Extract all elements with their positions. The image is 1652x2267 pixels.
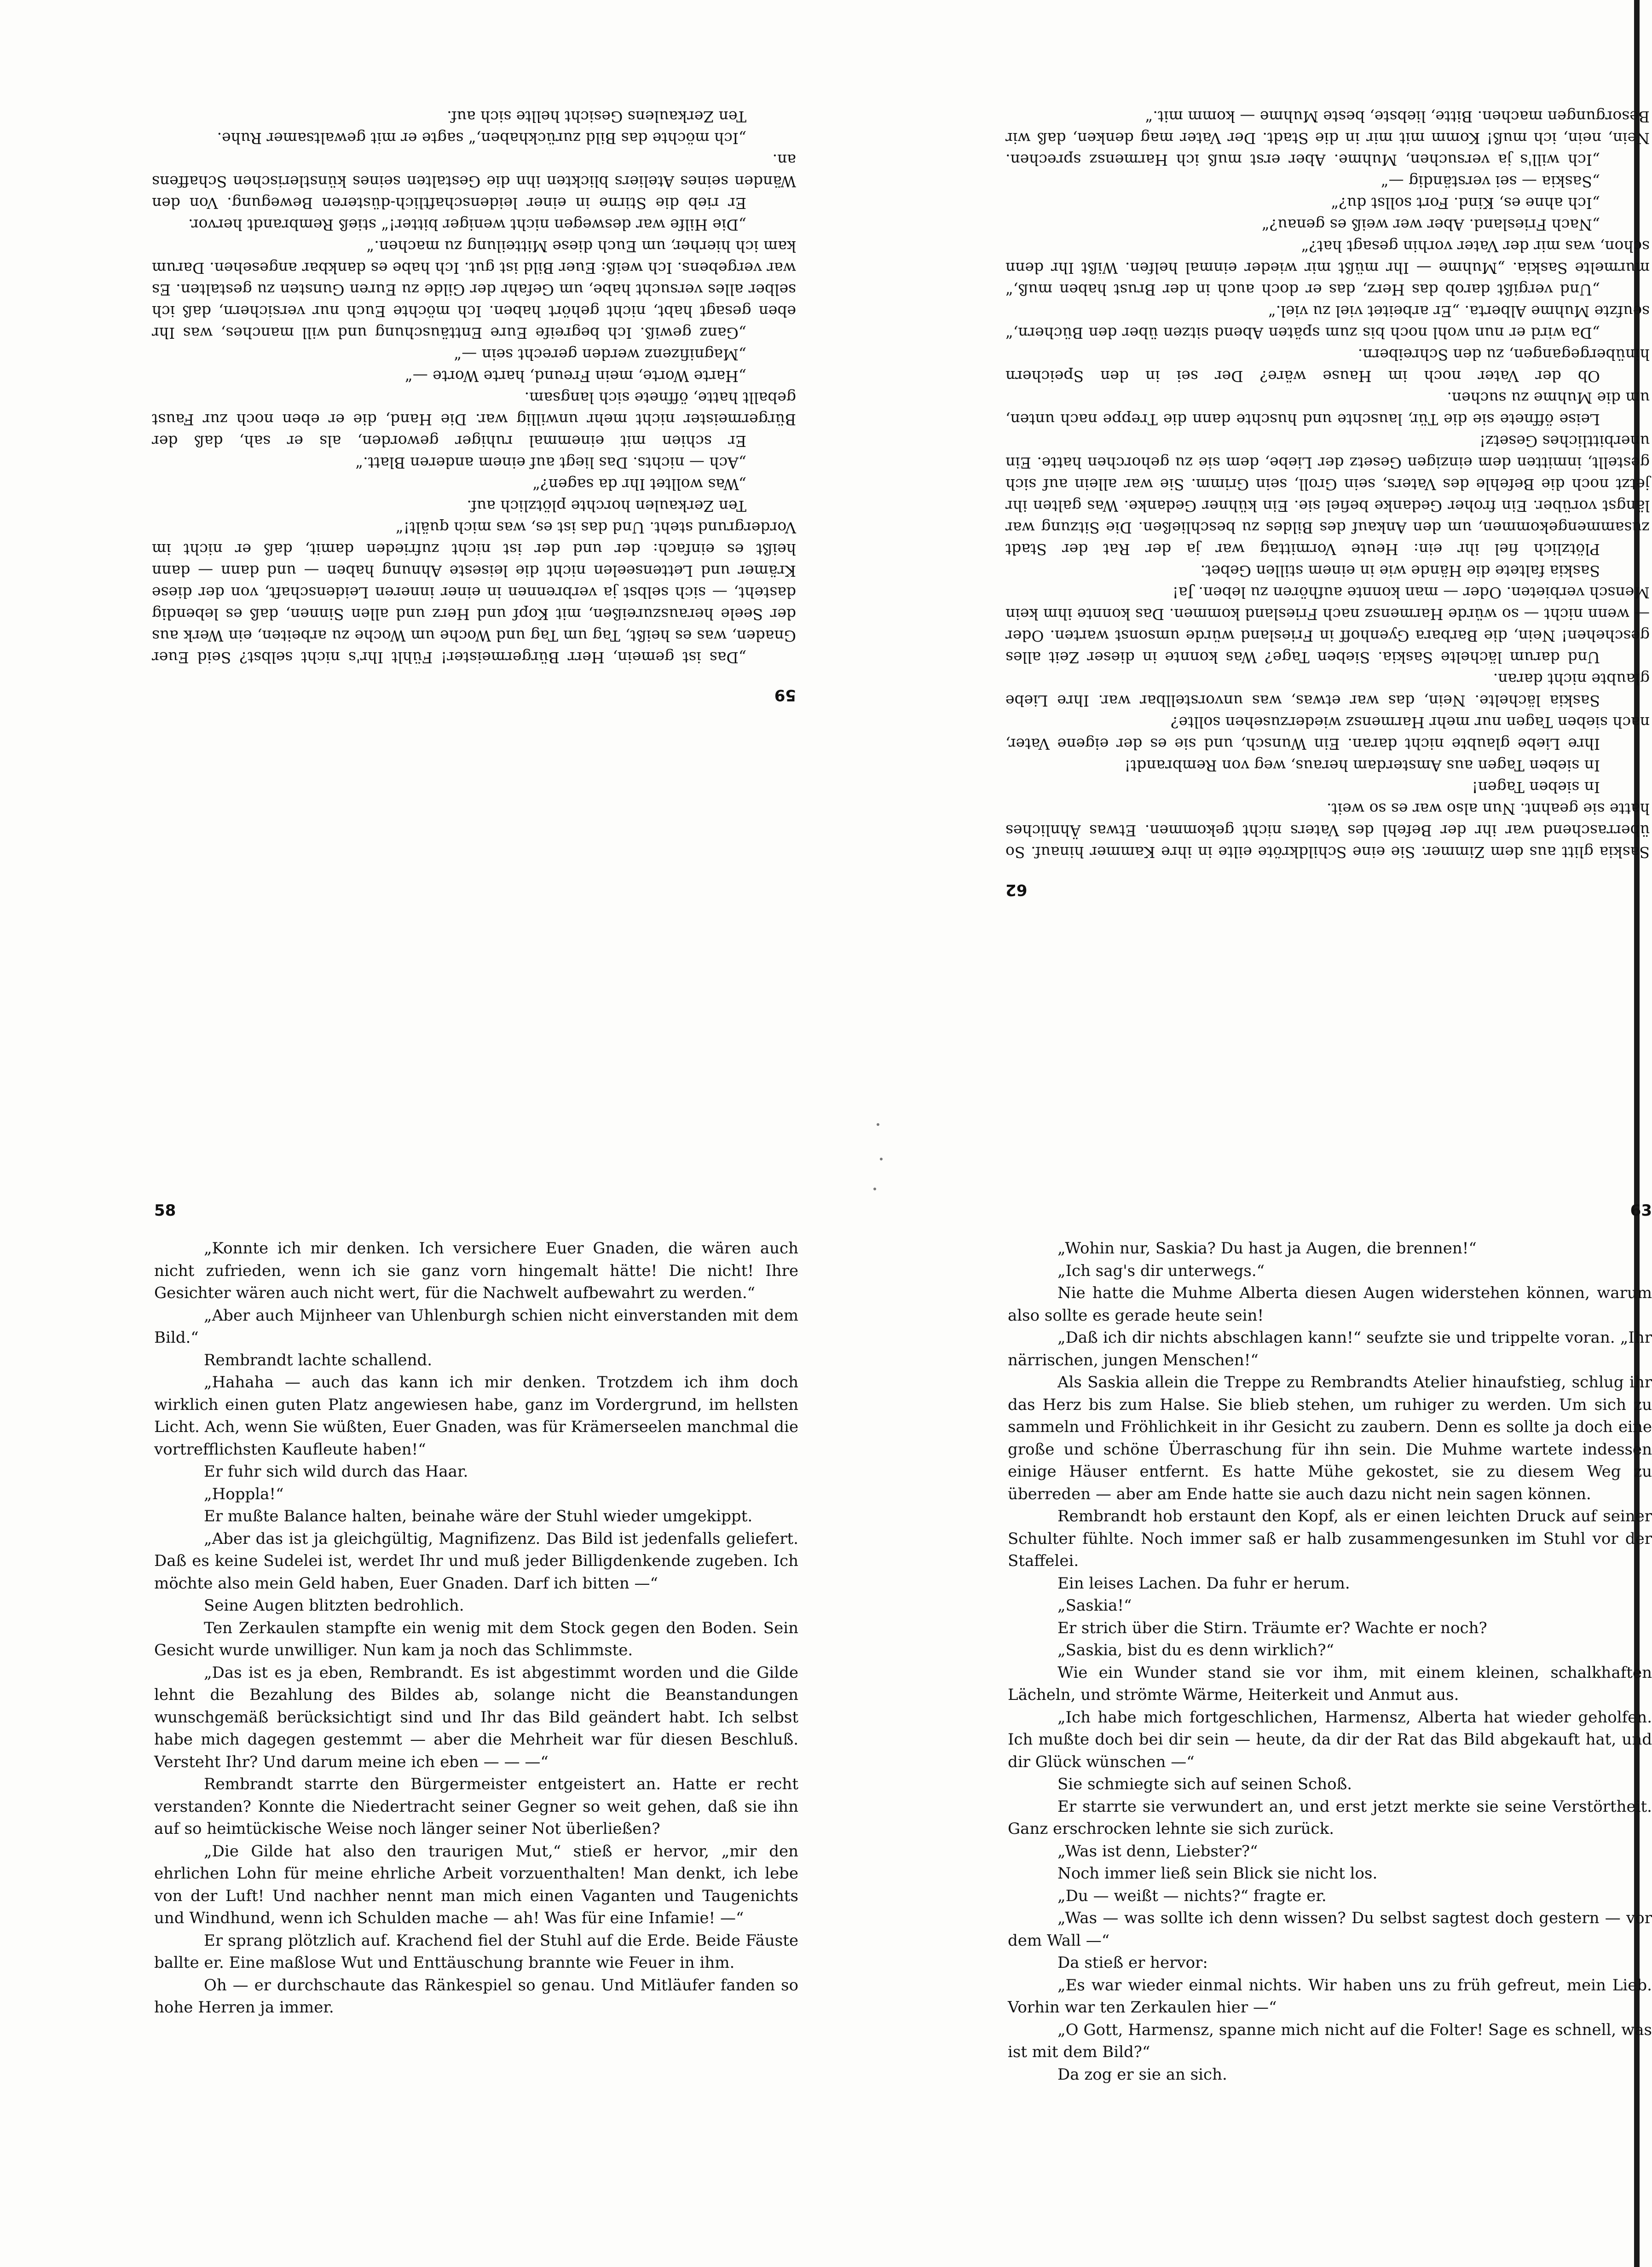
paragraph: Rembrandt lachte schallend. bbox=[204, 1351, 433, 1369]
paragraph: „Wohin nur, Saskia? Du hast ja Augen, die brennen!“ bbox=[1057, 1239, 1477, 1258]
paragraph: „Ach — nichts. Das liegt auf einem anderen Blatt.“ bbox=[355, 454, 746, 472]
print-speck bbox=[873, 1188, 876, 1190]
paragraph: „Daß ich dir nichts abschlagen kann!“ seufzte sie und trippelte voran. „Ihr närrischen, jungen Menschen!“ bbox=[1008, 1328, 1652, 1369]
paragraph: „Das ist es ja eben, Rembrandt. Es ist abgestimmt worden und die Gilde lehnt die Bezahlung des Bildes ab, solange nicht die Beanstandungen wunschgemäß berücksichtigt sind und Ihr das Bild geändert habt. Ich selbst habe mich dagegen gestemmt — aber die Mehrheit war für diesen Beschluß. Versteht Ihr? Und darum meine ich eben — — —“ bbox=[154, 1663, 798, 1771]
paragraph: Saskia lächelte. Nein, das war etwas, was unvorstellbar war. Ihre Liebe glaubte nicht daran. bbox=[1005, 670, 1650, 710]
paragraph: Oh — er durchschaute das Ränkespiel so genau. Und Mitläufer fanden so hohe Herren ja immer. bbox=[154, 1976, 798, 2017]
paragraph: „O Gott, Harmensz, spanne mich nicht auf die Folter! Sage es schnell, was ist mit dem Bild?“ bbox=[1008, 2020, 1652, 2061]
page-number: 59 bbox=[774, 686, 796, 704]
page-body bbox=[1005, 106, 1650, 863]
paragraph: Seine Augen blitzten bedrohlich. bbox=[204, 1596, 464, 1615]
paragraph: „Was — was sollte ich denn wissen? Du selbst sagtest doch gestern — vor dem Wall —“ bbox=[1008, 1909, 1652, 1950]
paragraph: „Die Gilde hat also den traurigen Mut,“ stieß er hervor, „mir den ehrlichen Lohn für meine ehrliche Arbeit vorzuenthalten! Man denkt, ich lebe von der Luft! Und nachher nennt man mich einen Vaganten und Taugenichts und Windhund, wenn ich Schulden mache — ah! Was für eine Infamie! —“ bbox=[154, 1842, 798, 1927]
paragraph: Er schien mit einemmal ruhiger geworden, als er sah, daß der Bürgermeister nicht mehr unwillig war. Die Hand, die er eben noch zur Faust geballt hatte, öffnete sich langsam. bbox=[152, 389, 796, 450]
paragraph: „Ich möchte das Bild zurückhaben,“ sagte er mit gewaltsamer Ruhe. bbox=[217, 129, 746, 147]
paragraph: Er sprang plötzlich auf. Krachend fiel der Stuhl auf die Erde. Beide Fäuste ballte er. Eine maßlose Wut und Enttäuschung brannte wie Feuer in ihm. bbox=[154, 1931, 798, 1972]
paragraph: „Du — weißt — nichts?“ fragte er. bbox=[1057, 1886, 1327, 1905]
paragraph: „Ich habe mich fortgeschlichen, Harmensz, Alberta hat wieder geholfen. Ich mußte doch bei dir sein — heute, da dir der Rat das Bild abgekauft hat, und dir Glück wünschen —“ bbox=[1008, 1708, 1652, 1771]
paragraph: „Saskia!“ bbox=[1057, 1596, 1132, 1615]
paragraph: Saskia faltete die Hände wie in einem stillen Gebet. bbox=[1200, 562, 1600, 580]
paragraph: Er rieb die Stirne in einer leidenschaftlich-düsteren Bewegung. Von den Wänden seines Ateliers blickten ihn die Gestalten seines künstlerischen Schaffens an. bbox=[152, 151, 796, 212]
paragraph: Ein leises Lachen. Da fuhr er herum. bbox=[1057, 1574, 1350, 1593]
paragraph: „Da wird er nun wohl noch bis zum späten Abend sitzen über den Büchern,“ seufzte Muhme Alberta. „Er arbeitet viel zu viel.“ bbox=[1005, 302, 1650, 342]
paragraph: „Saskia, bist du es denn wirklich?“ bbox=[1057, 1641, 1334, 1659]
paragraph: Und darum lächelte Saskia. Sieben Tage? Was konnte in dieser Zeit alles geschehen! Nein, die Barbara Gyenhoff in Friesland würde umsonst warten. Oder — wenn nicht — so würde Harmensz nach Friesland kommen. Das konnte ihm kein Mensch verbieten. Oder — man konnte aufhören zu leben. Ja! bbox=[1005, 584, 1650, 667]
paragraph: „Was ist denn, Liebster?“ bbox=[1057, 1842, 1258, 1861]
page-number: 63 bbox=[1630, 1201, 1652, 1220]
paragraph: Noch immer ließ sein Blick sie nicht los. bbox=[1057, 1864, 1378, 1883]
paragraph: Wie ein Wunder stand sie vor ihm, mit einem kleinen, schalkhaften Lächeln, und strömte Wärme, Heiterkeit und Anmut aus. bbox=[1008, 1663, 1652, 1704]
paragraph: Sie schmiegte sich auf seinen Schoß. bbox=[1057, 1775, 1352, 1793]
paragraph: Er fuhr sich wild durch das Haar. bbox=[204, 1462, 468, 1481]
page-body bbox=[1008, 1237, 1652, 2086]
paragraph: Da stieß er hervor: bbox=[1057, 1954, 1208, 1972]
paragraph: „Ich sag's dir unterwegs.“ bbox=[1057, 1261, 1265, 1280]
page-59-inverted bbox=[152, 106, 796, 704]
paragraph: Ten Zerkaulen stampfte ein wenig mit dem Stock gegen den Boden. Sein Gesicht wurde unwilliger. Nun kam ja noch das Schlimmste. bbox=[154, 1618, 798, 1659]
paragraph: „Harte Worte, mein Freund, harte Worte —“ bbox=[404, 367, 746, 385]
paragraph: „Nach Friesland. Aber wer weiß es genau?“ bbox=[1261, 216, 1600, 234]
paragraph: „Hoppla!“ bbox=[204, 1484, 284, 1503]
paragraph: Als Saskia allein die Treppe zu Rembrandts Atelier hinaufstieg, schlug ihr das Herz bis zum Halse. Sie blieb stehen, um ruhiger zu werden. Um sich zu sammeln und Fröhlichkeit in ihr Gesicht zu zaubern. Denn es sollte ja doch eine große und schöne Überraschung für ihn sein. Die Muhme wartete indessen einige Häuser entfernt. Es hatte Mühe gekostet, sie zu diesem Weg zu überreden — aber am Ende hatte sie auch dazu nicht nein sagen können. bbox=[1008, 1373, 1652, 1503]
paragraph: In sieben Tagen aus Amsterdam heraus, weg von Rembrandt! bbox=[1124, 757, 1600, 775]
paragraph: „Und vergißt darob das Herz, das er doch auch in der Brust haben muß,“ murmelte Saskia. „Muhme — Ihr müßt mir wieder einmal helfen. Wißt Ihr denn schon, was mir der Vater vorhin gesagt hat?“ bbox=[1005, 238, 1650, 299]
paragraph: Ten Zerkaulen horchte plötzlich auf. bbox=[467, 497, 746, 515]
page-58 bbox=[154, 1201, 798, 2019]
paragraph: Er strich über die Stirn. Träumte er? Wachte er noch? bbox=[1057, 1618, 1487, 1637]
page-number: 62 bbox=[1005, 881, 1028, 899]
page-number: 58 bbox=[154, 1201, 176, 1220]
page-body bbox=[152, 106, 796, 668]
print-speck bbox=[877, 1123, 879, 1126]
paragraph: Rembrandt hob erstaunt den Kopf, als er einen leichten Druck auf seiner Schulter fühlte. Noch immer saß er halb zusammengesunken im Stuhl vor der Staffelei. bbox=[1008, 1507, 1652, 1570]
paragraph: „Magnifizenz werden gerecht sein —“ bbox=[454, 346, 746, 364]
paragraph: Plötzlich fiel ihr ein: Heute Vormittag war ja der Rat der Stadt zusammengekommen, um den Ankauf des Bildes zu beschließen. Die Sitzung war längst vorüber. Ein froher Gedanke befiel sie. Ein kühner Gedanke. Was galten ihr jetzt noch die Befehle des Vaters, sein Groll, sein Grimm. Sie war allein auf sich gestellt, inmitten dem einzigen Gesetz der Liebe, dem sie zu gehorchen hatte. Ein unerbittliches Gesetz! bbox=[1005, 432, 1650, 558]
paragraph: Rembrandt starrte den Bürgermeister entgeistert an. Hatte er recht verstanden? Konnte die Niedertracht seiner Gegner so weit gehen, daß sie ihn auf so heimtückische Weise noch länger seiner Not überließen? bbox=[154, 1775, 798, 1838]
print-speck bbox=[880, 1158, 883, 1160]
paragraph: Ten Zerkaulens Gesicht hellte sich auf. bbox=[447, 108, 746, 126]
paragraph: Nie hatte die Muhme Alberta diesen Augen widerstehen können, warum also sollte es gerade heute sein! bbox=[1008, 1284, 1652, 1325]
paragraph: „Hahaha — auch das kann ich mir denken. Trotzdem ich ihm doch wirklich einen guten Platz angewiesen habe, ganz im Vordergrund, im hellsten Licht. Ach, wenn Sie wüßten, Euer Gnaden, was für Krämerseelen manchmal die vortrefflichsten Kaufleute haben!“ bbox=[154, 1373, 798, 1459]
paragraph: „Aber auch Mijnheer van Uhlenburgh schien nicht einverstanden mit dem Bild.“ bbox=[154, 1306, 798, 1347]
paragraph: „Saskia — sei verständig —“ bbox=[1381, 173, 1600, 191]
paragraph: Saskia glitt aus dem Zimmer. Sie eine Schildkröte eilte in ihre Kammer hinauf. So überraschend war ihr der Befehl des Vaters nicht gekommen. Etwas Ähnliches hatte sie geahnt. Nun also war es so weit. bbox=[1005, 800, 1650, 861]
paragraph: „Ganz gewiß. Ich begreife Eure Enttäuschung und will manches, was Ihr eben gesagt habt, nicht gehört haben. Ich möchte Euch nur versichern, daß ich selber alles versucht habe, um Gefahr der Gilde zu Euren Gunsten zu gestalten. Es war vergebens. Ich weiß: Euer Bild ist gut. Ich habe es dankbar angesehen. Darum kam ich hierher, um Euch diese Mitteilung zu machen.“ bbox=[152, 238, 796, 342]
paragraph: „Es war wieder einmal nichts. Wir haben uns zu früh gefreut, mein Lieb. Vorhin war ten Zerkaulen hier —“ bbox=[1008, 1976, 1652, 2017]
page-62-inverted bbox=[1005, 106, 1650, 899]
paragraph: „Das ist gemein, Herr Bürgermeister! Fühlt Ihr's nicht selbst? Seid Euer Gnaden, was es heißt, Tag um Tag und Woche um Woche zu arbeiten, ein Werk aus der Seele herauszureißen, mit Kopf und Herz und allen Sinnen, daß es lebendig dasteht, — sich selbst ja verbrennen in einer inneren Leidenschaft, von der diese Krämer und Lettenseelen nicht die leiseste Ahnung haben — und dann — dann heißt es einfach: der und der ist nicht zufrieden damit, daß er nicht im Vordergrund steht. Und das ist es, was mich quält!“ bbox=[152, 519, 796, 667]
paragraph: „Was wolltet Ihr da sagen?“ bbox=[532, 475, 746, 493]
paragraph: Da zog er sie an sich. bbox=[1057, 2065, 1227, 2084]
paragraph: In sieben Tagen! bbox=[1472, 778, 1600, 796]
paragraph: „Aber das ist ja gleichgültig, Magnifizenz. Das Bild ist jedenfalls geliefert. Daß es keine Sudelei ist, werdet Ihr und muß jeder Billigdenkende zugeben. Ich möchte also mein Geld haben, Euer Gnaden. Darf ich bitten —“ bbox=[154, 1529, 798, 1593]
page-body bbox=[154, 1237, 798, 2019]
paragraph: „Ich ahne es, Kind. Fort sollst du?“ bbox=[1331, 194, 1600, 212]
paragraph: „Ich will's ja versuchen, Muhme. Aber erst muß ich Harmensz sprechen. Nein, nein, ich muß! Komm mit mir in die Stadt. Der Vater mag denken, daß wir Besorgungen machen. Bitte, liebste, beste Muhme — komm mit.“ bbox=[1005, 108, 1650, 169]
paragraph: „Konnte ich mir denken. Ich versichere Euer Gnaden, die wären auch nicht zufrieden, wenn ich sie ganz vorn hingemalt hätte! Die nicht! Ihre Gesichter wären auch nicht wert, für die Nachwelt aufbewahrt zu werden.“ bbox=[154, 1239, 798, 1302]
paragraph: Ob der Vater noch im Hause wäre? Der sei in den Speichern hinübergegangen, zu den Schreibern. bbox=[1005, 346, 1650, 385]
paragraph: Er mußte Balance halten, beinahe wäre der Stuhl wieder umgekippt. bbox=[204, 1507, 753, 1525]
page-63 bbox=[1008, 1201, 1652, 2086]
paragraph: Leise öffnete sie die Tür, lauschte und huschte dann die Treppe nach unten, um die Muhme zu suchen. bbox=[1005, 389, 1650, 429]
paragraph: „Die Hilfe war deswegen nicht weniger bitter!“ stieß Rembrandt hervor. bbox=[188, 216, 746, 234]
paragraph: Er starrte sie verwundert an, und erst jetzt merkte sie seine Verstörtheit. Ganz erschrocken lehnte sie sich zurück. bbox=[1008, 1797, 1652, 1838]
paragraph: Ihre Liebe glaubte nicht daran. Ein Wunsch, und sie es der eigene Vater, nach sieben Tagen nur mehr Harmensz wiederzusehen sollte? bbox=[1005, 713, 1650, 753]
